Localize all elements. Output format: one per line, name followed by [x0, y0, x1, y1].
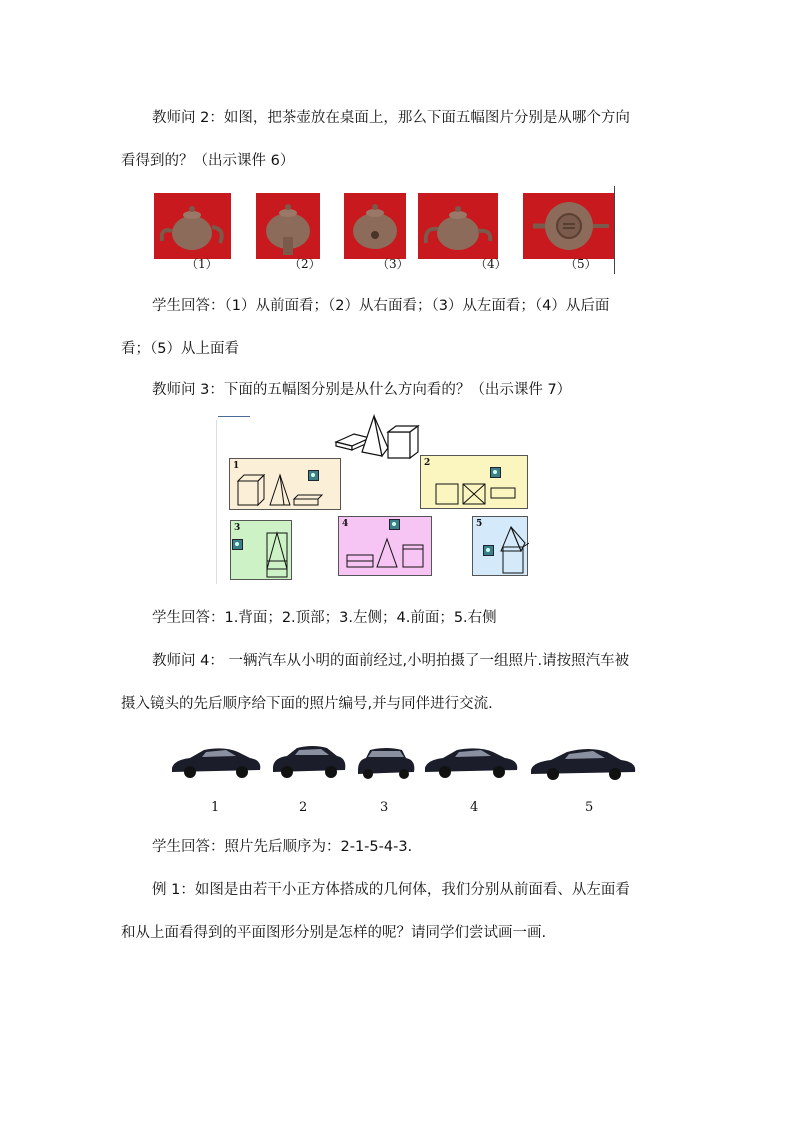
- car-photo-2: [269, 742, 349, 780]
- q2-line1: 教师问 2：如图，把茶壶放在桌面上，那么下面五幅图片分别是从哪个方向: [152, 110, 630, 126]
- eye-icon: [232, 539, 243, 550]
- a2-line1: 学生回答：（1）从前面看；（2）从右面看；（3）从左面看；（4）从后面: [152, 298, 610, 314]
- figure-edge: [216, 420, 217, 584]
- eye-icon: [490, 467, 501, 478]
- solids-3d: [334, 414, 420, 462]
- q4-line2: 摄入镜头的先后顺序给下面的照片编号,并与同伴进行交流.: [121, 696, 493, 712]
- car-photo-3: [354, 744, 418, 780]
- teapot-photo-2: [256, 193, 320, 259]
- a4-text: 学生回答：照片先后顺序为：2-1-5-4-3.: [152, 839, 413, 855]
- view-box-number: 1: [233, 461, 240, 471]
- car-photo-5: [527, 744, 639, 780]
- view-box-number: 3: [234, 523, 241, 533]
- q2-line2: 看得到的？（出示课件 6）: [121, 153, 295, 169]
- view-box-4: [338, 516, 432, 576]
- view-box-2: [420, 455, 528, 509]
- car-number-4: 4: [470, 800, 479, 815]
- teapot-label-4: （4）: [475, 257, 507, 271]
- view-box-3: [230, 520, 292, 580]
- ex1-line2: 和从上面看得到的平面图形分别是怎样的呢？请同学们尝试画一画.: [121, 925, 547, 941]
- a3-text: 学生回答：1.背面；2.顶部；3.左侧；4.前面；5.右侧: [152, 610, 497, 626]
- figure-mark: [218, 416, 250, 417]
- teapot-label-1: （1）: [186, 257, 218, 271]
- view-box-number: 2: [424, 458, 431, 468]
- eye-icon: [483, 545, 494, 556]
- teapot-photo-3: [344, 193, 406, 259]
- view-box-1: [229, 458, 341, 510]
- teapot-photo-1: [154, 193, 231, 259]
- q3-text: 教师问 3：下面的五幅图分别是从什么方向看的？（出示课件 7）: [152, 382, 572, 398]
- teapot-photo-5: [523, 193, 615, 259]
- car-number-1: 1: [211, 800, 220, 815]
- eye-icon: [389, 519, 400, 530]
- ex1-line1: 例 1：如图是由若干小正方体搭成的几何体，我们分别从前面看、从左面看: [152, 882, 630, 898]
- teapot-label-2: （2）: [289, 257, 321, 271]
- car-photo-4: [421, 744, 521, 780]
- figure-divider: [614, 186, 615, 274]
- car-number-2: 2: [299, 800, 308, 815]
- car-number-5: 5: [585, 800, 594, 815]
- view-box-number: 4: [342, 519, 349, 529]
- teapot-photo-4: [418, 193, 498, 259]
- view-box-number: 5: [476, 519, 483, 529]
- car-number-3: 3: [380, 800, 389, 815]
- teapot-label-3: （3）: [377, 257, 409, 271]
- view-box-5: [472, 516, 528, 576]
- q4-line1: 教师问 4： 一辆汽车从小明的面前经过,小明拍摄了一组照片.请按照汽车被: [152, 653, 630, 669]
- teapot-label-5: （5）: [565, 257, 597, 271]
- a2-line2: 看；（5）从上面看: [121, 341, 239, 357]
- car-photo-1: [168, 744, 264, 780]
